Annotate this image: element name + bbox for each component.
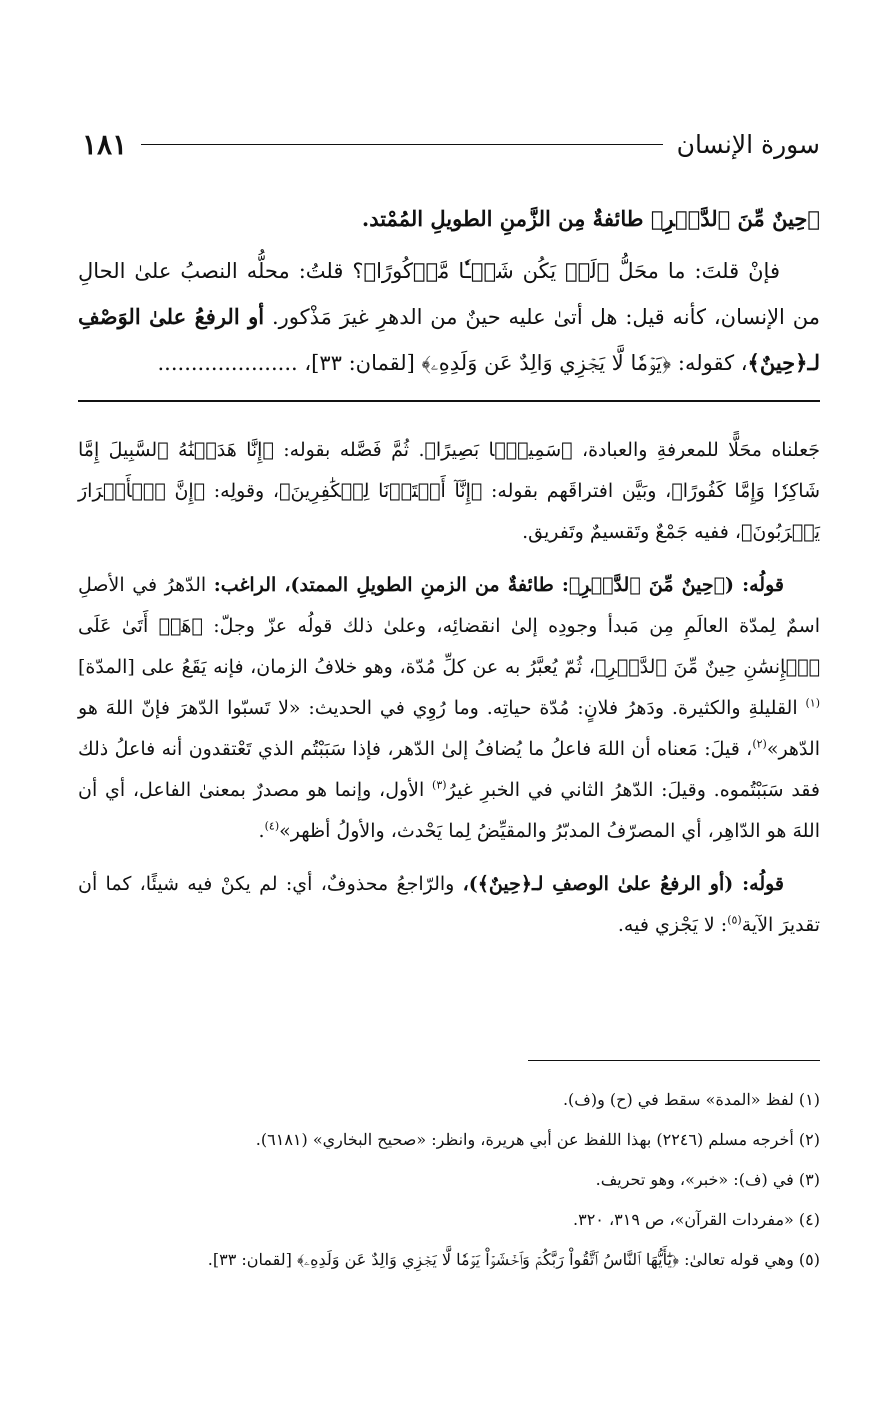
footnote-ref-1[interactable]: (١) [805,696,820,710]
commentary-paragraph-2-part-c: ، قيلَ: مَعناه أن اللهَ فاعلُ ما يُضافُ إلىٰ الدّهر، فإذا سَبَبْتُم الذي تَعْتقدون أنه فاعلُ ذلك فقد سَبَبْتُموه. وقيلَ: الدّهرُ الثاني في الخبرِ غيرُ [78,738,820,801]
header-rule [141,144,662,145]
main-paragraph-2-part-a: فإنْ قلتَ: ما محَلُّ ﴿لَمۡ يَكُن شَيۡـٔٗا مَّذۡكُورًا﴾؟ قلتُ: محلُّه النصبُ علىٰ الحالِ من الإنسان، كأنه قيل: هل أتىٰ عليه حينٌ من الدهرِ غيرَ مَذْكور. [78,259,820,329]
footnote-ref-2[interactable]: (٢) [752,737,767,751]
commentary-paragraph-2-part-d: الأول، وإنما هو مصدرٌ بمعنىٰ الفاعل، أي أن اللهَ هو الدّاهِر، أي المصرّفُ المدبّرُ والمقيِّضُ لِما يَحْدث، والأولُ أظهر» [78,779,820,842]
commentary-paragraph-3-part-b: : لا يَجْزي فيه. [617,914,728,936]
main-paragraph-2-part-c: ، كقوله: ﴿يَوۡمٗا لَّا يَجۡزِي وَالِدٌ عَن وَلَدِهِۦ﴾ [لقمان: ٣٣]، ..................... [157,351,748,375]
page-header [82,124,820,164]
commentary-quote-3: قولُه: (أو الرفعُ علىٰ الوصفِ لـ﴿حِينٌ﴾)، [462,873,785,895]
main-text [78,196,820,386]
main-paragraph-1: ﴿حِينٌ مِّنَ ٱلدَّهۡرِ﴾ طائفةٌ مِن الزَّمنِ الطويلِ المُمْتد. [361,206,820,231]
commentary-paragraph-2 [78,565,820,852]
main-paragraph-2 [78,248,820,386]
footnotes [78,1080,820,1280]
commentary-paragraph-1: جَعلناه محَلًّا للمعرفةِ والعبادة، ﴿سَمِيعَۢا بَصِيرًا﴾. ثُمَّ فَصَّله بقوله: ﴿إِنَّا هَدَيۡنَٰهُ ٱلسَّبِيلَ إِمَّا شَاكِرٗا وَإِمَّا كَفُورًا﴾، وبَيَّن افتراقَهم بقوله: ﴿إِنَّآ أَعۡتَدۡنَا لِلۡكَٰفِرِينَ﴾، وقولِه: ﴿إِنَّ ٱلۡأَبۡرَارَ يَشۡرَبُونَ﴾، ففيه جَمْعٌ وتَقسيمٌ وتَفريق. [78,439,820,543]
commentary-paragraph-2-part-a: الدّهرُ في الأصلِ اسمٌ لِمدّة العالَمِ مِن مَبدأ وجودِه إلىٰ انقضائِه، وعلىٰ ذلك قولُه عزّ وجلّ: ﴿هَلۡ أَتَىٰ عَلَى ٱلۡإِنسَٰنِ حِينٌ مِّنَ ٱلدَّهۡرِ﴾، ثُمّ يُعبَّرُ به عن كلِّ مُدّة، وهو خلافُ الزمان، فإنه يَقَعُ على [المدّة] [78,574,820,678]
footnote-2: (٢) أخرجه مسلم (٢٢٤٦) بهذا اللفظ عن أبي هريرة، وانظر: «صحيح البخاري» (٦١٨١). [255,1130,820,1149]
main-text-divider [78,400,820,402]
footnote-ref-3[interactable]: (٣) [432,778,447,792]
footnote-1: (١) لفظ «المدة» سقط في (ح) و(ف). [562,1090,820,1109]
footnote-4: (٤) «مفردات القرآن»، ص ٣١٩، ٣٢٠. [573,1210,820,1229]
commentary-quote-2: قولُه: (﴿حِينٌ مِّنَ ٱلدَّهۡرِ﴾: طائفةٌ من الزمنِ الطويلِ الممتد)، الراغب: [213,574,784,596]
surah-title: سورة الإنسان [676,129,820,159]
commentary-paragraph-2-part-b: القليلةِ والكثيرة. ودَهرُ فلانٍ: مُدّة حياتِه. وما رُوِي في الحديث: «لا تَسبّوا الدّهرَ فإنّ اللهَ هو الدّهر» [78,697,820,760]
footnote-3: (٣) في (ف): «خبر»، وهو تحريف. [595,1170,820,1189]
commentary-paragraph-3 [78,864,820,946]
commentary-paragraph-3-part-a: والرّاجعُ محذوفٌ، أي: لم يكنْ فيه شيئًا، كما أن تقديرَ الآية [78,873,820,936]
footnote-5: (٥) وهي قوله تعالىٰ: ﴿يَٰٓأَيُّهَا ٱلنَّاسُ ٱتَّقُواْ رَبَّكُمۡ وَٱخۡشَوۡاْ يَوۡمٗا لَّا يَجۡزِي وَالِدٌ عَن وَلَدِهِۦ﴾ [لقمان: ٣٣]. [207,1250,820,1269]
footnotes-divider [528,1060,820,1061]
main-paragraph-2-part-b: أو الرفعُ علىٰ الوَصْفِ لـ﴿حِينٌ﴾ [78,304,820,375]
commentary-paragraph-2-part-e: . [258,820,265,842]
footnote-ref-5[interactable]: (٥) [727,913,742,927]
page-number: ١٨١ [82,127,128,161]
commentary-text [78,430,820,946]
footnote-ref-4[interactable]: (٤) [264,819,280,833]
